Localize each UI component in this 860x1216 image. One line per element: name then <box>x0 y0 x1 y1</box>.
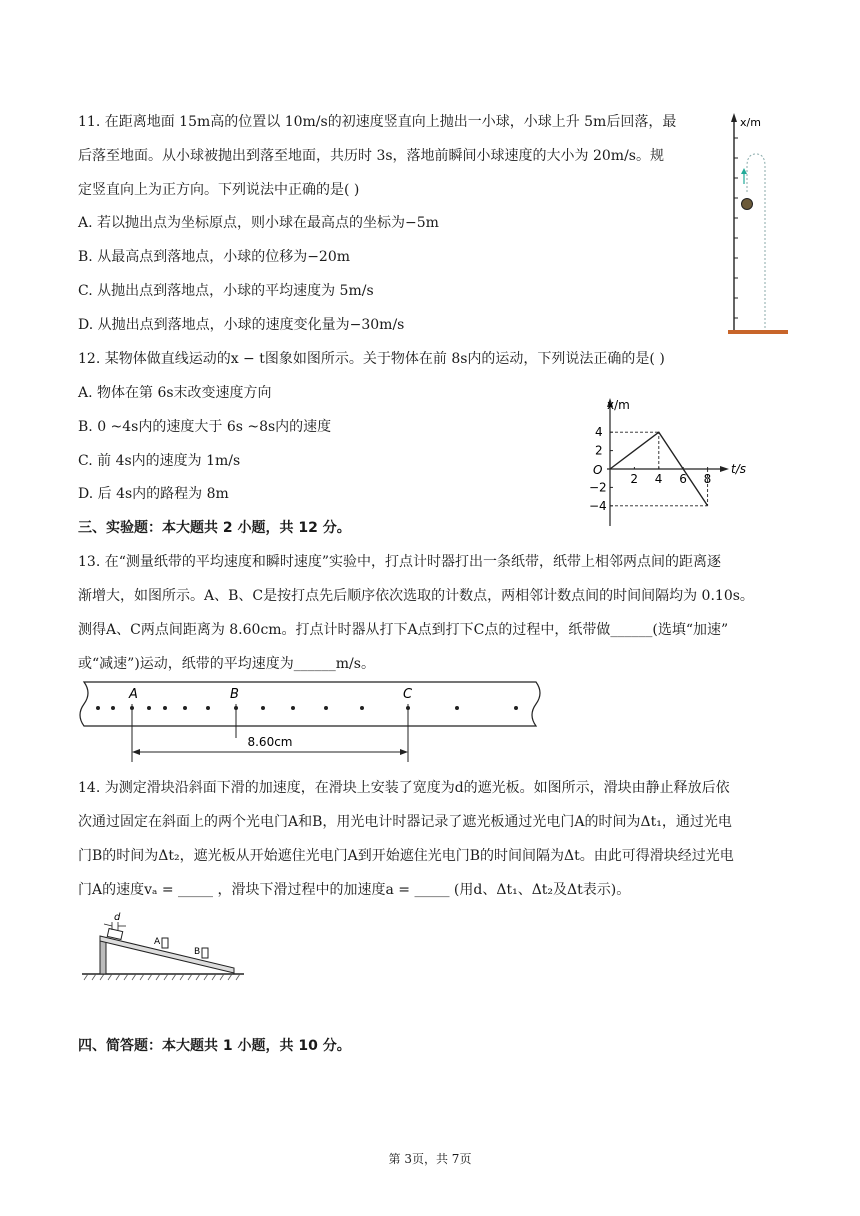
q12-option-b: B. 0 ~4s内的速度大于 6s ~8s内的速度 <box>78 419 332 435</box>
x-tick-label: 4 <box>595 425 603 440</box>
t-axis-label: t/s <box>731 462 746 476</box>
q14-incline-figure <box>78 910 248 986</box>
q11-ball-figure <box>722 108 794 340</box>
q13-line-1: 13. 在“测量纸带的平均速度和瞬时速度”实验中，打点计时器打出一条纸带，纸带上相邻两点间的距离逐 <box>78 554 722 570</box>
section4-title: 四、简答题：本大题共 1 小题，共 10 分。 <box>78 1038 351 1054</box>
photogate-b-icon <box>202 948 208 958</box>
q12-option-d: D. 后 4s内的路程为 8m <box>78 486 229 502</box>
t-tick-label: 4 <box>654 472 663 486</box>
x-tick-label: −4 <box>589 498 607 513</box>
incline-label-d: d <box>114 912 121 923</box>
x-tick-label: 2 <box>595 443 603 458</box>
q14-line-2: 次通过固定在斜面上的两个光电门A和B，用光电计时器记录了遮光板通过光电门A的时间为Δt₁，通过光电 <box>78 814 732 830</box>
x-tick-label: −2 <box>589 480 607 495</box>
q11-option-a: A. 若以抛出点为坐标原点，则小球在最高点的坐标为−5m <box>78 215 439 231</box>
q11-stem-line-3: 定竖直向上为正方向。下列说法中正确的是( ) <box>78 182 360 198</box>
q11-option-c: C. 从抛出点到落地点，小球的平均速度为 5m/s <box>78 283 374 299</box>
section3-title: 三、实验题：本大题共 2 小题，共 12 分。 <box>78 520 351 536</box>
q12-option-c: C. 前 4s内的速度为 1m/s <box>78 453 241 469</box>
q11-axis-label: x/m <box>740 116 761 129</box>
q13-line-2: 渐增大，如图所示。A、B、C是按打点先后顺序依次选取的计数点，两相邻计数点间的时间间隔均为 0.10s。 <box>78 588 754 604</box>
origin-label: O <box>593 463 603 477</box>
tape-label-a: A <box>129 687 138 702</box>
q14-line-1: 14. 为测定滑块沿斜面下滑的加速度，在滑块上安装了宽度为d的遮光板。如图所示，滑块由静止释放后依 <box>78 780 730 796</box>
q13-line-3: 测得A、C两点间距离为 8.60cm。打点计时器从打下A点到打下C点的过程中，纸带做______(选填“加速” <box>78 622 729 638</box>
q12-option-a: A. 物体在第 6s末改变速度方向 <box>78 385 272 401</box>
t-tick-label: 8 <box>703 472 712 486</box>
q12-stem: 12. 某物体做直线运动的x − t图象如图所示。关于物体在前 8s内的运动，下列说法正确的是( ) <box>78 351 665 367</box>
q13-paper-tape-figure <box>74 680 546 764</box>
ball-icon <box>742 199 753 210</box>
photogate-a-icon <box>162 938 168 948</box>
tape-distance-label: 8.60cm <box>247 735 293 749</box>
t-tick-label: 2 <box>630 472 639 486</box>
q11-stem-line-1: 11. 在距离地面 15m高的位置以 10m/s的初速度竖直向上抛出一小球，小球上升 5m后回落，最 <box>78 114 677 130</box>
incline-label-a: A <box>154 937 161 947</box>
q11-option-b: B. 从最高点到落地点，小球的位移为−20m <box>78 249 351 265</box>
q11-stem-line-2: 后落至地面。从小球被抛出到落至地面，共历时 3s，落地前瞬间小球速度的大小为 20m/s。规 <box>78 148 664 164</box>
q14-line-3: 门B的时间为Δt₂，遮光板从开始遮住光电门A到开始遮住光电门B的时间间隔为Δt。由此可得滑块经过光电 <box>78 848 734 864</box>
q13-line-4: 或“减速”)运动，纸带的平均速度为______m/s。 <box>78 656 375 672</box>
q12-xt-graph <box>585 390 765 530</box>
incline-label-b: B <box>194 947 201 957</box>
page-footer: 第 3页，共 7页 <box>388 1152 472 1166</box>
t-tick-label: 6 <box>679 472 687 486</box>
tape-label-b: B <box>230 687 239 702</box>
t-axis-arrow-icon <box>720 466 729 472</box>
q11-option-d: D. 从抛出点到落地点，小球的速度变化量为−30m/s <box>78 317 405 333</box>
q14-line-4: 门A的速度vₐ = _____ ，滑块下滑过程中的加速度a = _____ (用d、Δt₁、Δt₂及Δt表示)。 <box>78 882 631 898</box>
x-axis-label: x/m <box>607 398 630 412</box>
ground-icon <box>728 330 788 334</box>
tape-label-c: C <box>403 687 413 702</box>
